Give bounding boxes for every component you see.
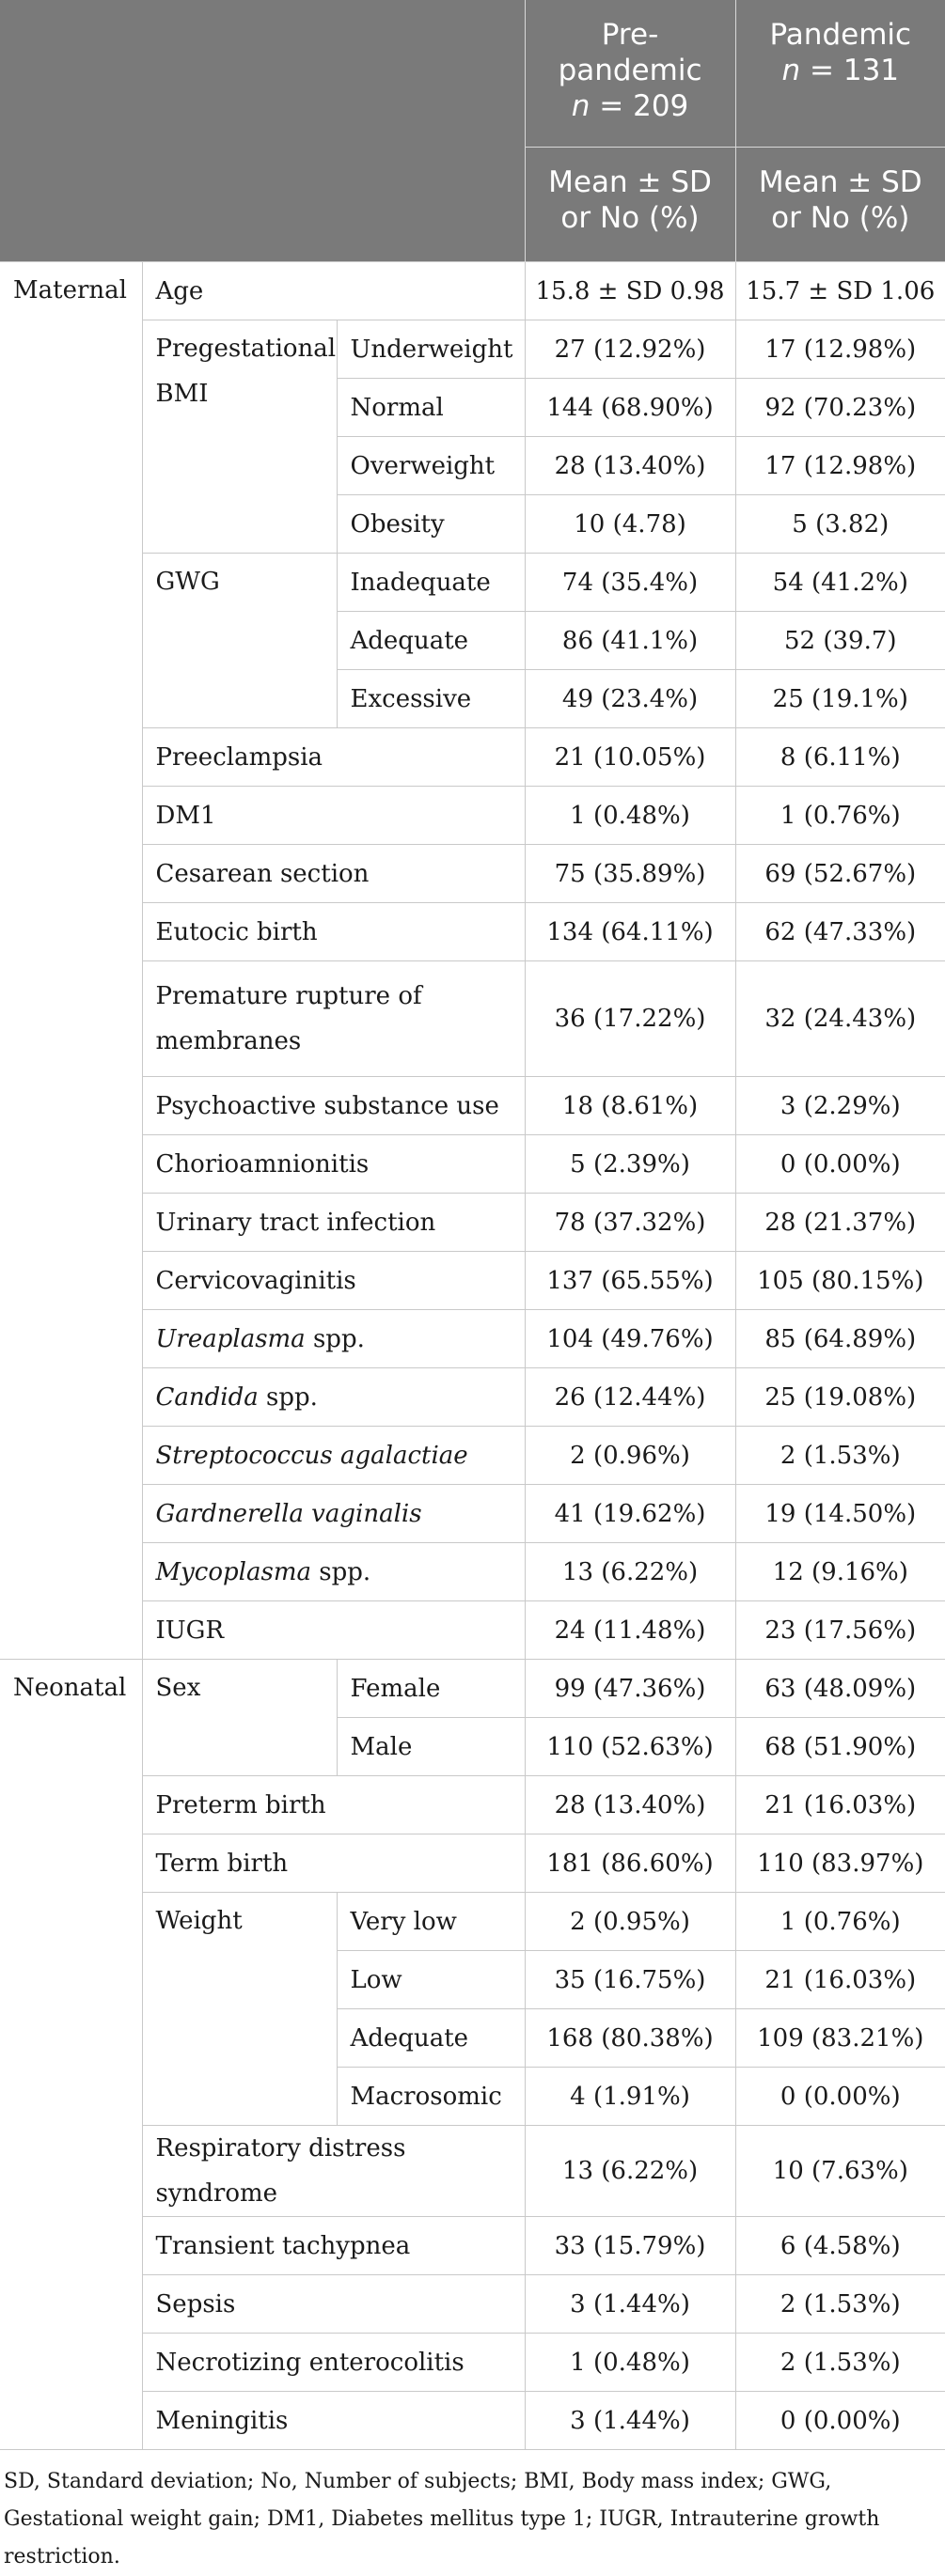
value-prepandemic: 27 (12.92%) — [525, 320, 735, 379]
value-pandemic: 63 (48.09%) — [735, 1660, 945, 1718]
value-pandemic: 62 (47.33%) — [735, 903, 945, 961]
table-row — [0, 2334, 945, 2392]
organism-suffix: spp. — [310, 1557, 371, 1586]
value-pandemic: 109 (83.21%) — [735, 2009, 945, 2068]
value-prepandemic: 35 (16.75%) — [525, 1951, 735, 2009]
table-row — [0, 1427, 945, 1485]
row-label-organism — [142, 1368, 525, 1427]
row-label: Psychoactive substance use — [142, 1077, 525, 1135]
row-label: Sepsis — [142, 2275, 525, 2334]
value-prepandemic: 86 (41.1%) — [525, 612, 735, 670]
value-prepandemic: 41 (19.62%) — [525, 1485, 735, 1543]
table-row — [0, 2392, 945, 2450]
row-label: Preterm birth — [142, 1776, 525, 1834]
row-label-sex: Sex — [142, 1660, 337, 1776]
organism-name: Streptococcus agalactiae — [155, 1441, 468, 1470]
value-pandemic: 85 (64.89%) — [735, 1310, 945, 1368]
value-pandemic: 2 (1.53%) — [735, 1427, 945, 1485]
value-prepandemic: 28 (13.40%) — [525, 1776, 735, 1834]
value-pandemic: 69 (52.67%) — [735, 845, 945, 903]
value-pandemic: 3 (2.29%) — [735, 1077, 945, 1135]
table-row — [0, 845, 945, 903]
value-prepandemic: 181 (86.60%) — [525, 1834, 735, 1893]
value-pandemic: 105 (80.15%) — [735, 1252, 945, 1310]
table-row — [0, 1660, 945, 1718]
value-prepandemic: 33 (15.79%) — [525, 2217, 735, 2275]
value-pandemic: 1 (0.76%) — [735, 787, 945, 845]
sub-label: Underweight — [337, 320, 525, 379]
row-label: Term birth — [142, 1834, 525, 1893]
row-label-organism — [142, 1427, 525, 1485]
value-prepandemic: 15.8 ± SD 0.98 — [525, 262, 735, 320]
row-label: DM1 — [142, 787, 525, 845]
row-label-organism — [142, 1543, 525, 1601]
row-label-organism — [142, 1485, 525, 1543]
organism-name: Candida — [155, 1382, 259, 1412]
group-neonatal: Neonatal — [0, 1660, 142, 2450]
value-pandemic: 110 (83.97%) — [735, 1834, 945, 1893]
row-label: Urinary tract infection — [142, 1194, 525, 1252]
value-prepandemic: 3 (1.44%) — [525, 2392, 735, 2450]
table-row — [0, 1776, 945, 1834]
table-row — [0, 1077, 945, 1135]
row-label: Chorioamnionitis — [142, 1135, 525, 1194]
value-prepandemic: 13 (6.22%) — [525, 1543, 735, 1601]
value-pandemic: 2 (1.53%) — [735, 2275, 945, 2334]
stat-label-pandemic: Mean ± SD or No (%) — [735, 148, 945, 262]
table-row — [0, 903, 945, 961]
value-prepandemic: 1 (0.48%) — [525, 2334, 735, 2392]
value-prepandemic: 3 (1.44%) — [525, 2275, 735, 2334]
value-pandemic: 21 (16.03%) — [735, 1776, 945, 1834]
sub-label: Overweight — [337, 437, 525, 495]
value-prepandemic: 137 (65.55%) — [525, 1252, 735, 1310]
pandemic-title: Pandemic — [769, 18, 912, 52]
table-row — [0, 1310, 945, 1368]
value-pandemic: 0 (0.00%) — [735, 2068, 945, 2126]
value-pandemic: 6 (4.58%) — [735, 2217, 945, 2275]
value-pandemic: 54 (41.2%) — [735, 554, 945, 612]
value-prepandemic: 24 (11.48%) — [525, 1601, 735, 1660]
table-row — [0, 961, 945, 1077]
sub-label: Obesity — [337, 495, 525, 554]
row-label-bmi: Pregestational BMI — [142, 320, 337, 554]
sub-label: Very low — [337, 1893, 525, 1951]
table-footnote: SD, Standard deviation; No, Number of subjects; BMI, Body mass index; GWG, Gestational weight gain; DM1, Diabetes mellitus type 1; IUGR, Intrauterine growth restriction. — [4, 2470, 880, 2568]
value-pandemic: 1 (0.76%) — [735, 1893, 945, 1951]
value-pandemic: 28 (21.37%) — [735, 1194, 945, 1252]
table-header — [0, 0, 945, 262]
value-prepandemic: 168 (80.38%) — [525, 2009, 735, 2068]
value-prepandemic: 18 (8.61%) — [525, 1077, 735, 1135]
value-prepandemic: 36 (17.22%) — [525, 961, 735, 1077]
value-pandemic: 23 (17.56%) — [735, 1601, 945, 1660]
value-pandemic: 17 (12.98%) — [735, 437, 945, 495]
table-row — [0, 1135, 945, 1194]
organism-name: Gardnerella vaginalis — [155, 1499, 422, 1528]
table-row — [0, 2217, 945, 2275]
sub-label: Female — [337, 1660, 525, 1718]
header-prepandemic — [525, 0, 735, 148]
value-pandemic: 21 (16.03%) — [735, 1951, 945, 2009]
table-row — [0, 1834, 945, 1893]
value-prepandemic: 10 (4.78) — [525, 495, 735, 554]
value-prepandemic: 2 (0.95%) — [525, 1893, 735, 1951]
value-prepandemic: 110 (52.63%) — [525, 1718, 735, 1776]
row-label: Meningitis — [142, 2392, 525, 2450]
value-pandemic: 52 (39.7) — [735, 612, 945, 670]
value-pandemic: 68 (51.90%) — [735, 1718, 945, 1776]
table-row — [0, 320, 945, 379]
table-row — [0, 554, 945, 612]
value-prepandemic: 1 (0.48%) — [525, 787, 735, 845]
row-label: Cervicovaginitis — [142, 1252, 525, 1310]
value-prepandemic: 2 (0.96%) — [525, 1427, 735, 1485]
value-prepandemic: 5 (2.39%) — [525, 1135, 735, 1194]
value-pandemic: 32 (24.43%) — [735, 961, 945, 1077]
sub-label: Normal — [337, 379, 525, 437]
header-pandemic — [735, 0, 945, 148]
table-row — [0, 2275, 945, 2334]
row-label: Age — [142, 262, 525, 320]
value-prepandemic: 26 (12.44%) — [525, 1368, 735, 1427]
row-label: Premature rupture of membranes — [142, 961, 525, 1077]
sub-label: Inadequate — [337, 554, 525, 612]
value-prepandemic: 134 (64.11%) — [525, 903, 735, 961]
table-row — [0, 1485, 945, 1543]
table-row — [0, 1368, 945, 1427]
value-prepandemic: 28 (13.40%) — [525, 437, 735, 495]
organism-name: Mycoplasma — [155, 1557, 311, 1586]
table-row — [0, 787, 945, 845]
row-label: Cesarean section — [142, 845, 525, 903]
row-label: Preeclampsia — [142, 728, 525, 787]
value-prepandemic: 13 (6.22%) — [525, 2126, 735, 2217]
value-pandemic: 25 (19.08%) — [735, 1368, 945, 1427]
value-prepandemic: 74 (35.4%) — [525, 554, 735, 612]
stat-label-prepandemic: Mean ± SD or No (%) — [525, 148, 735, 262]
prepandemic-n: n = 209 — [571, 89, 689, 123]
organism-name: Ureaplasma — [155, 1324, 306, 1353]
value-prepandemic: 4 (1.91%) — [525, 2068, 735, 2126]
sub-label: Low — [337, 1951, 525, 2009]
value-pandemic: 8 (6.11%) — [735, 728, 945, 787]
table-body — [0, 262, 945, 2450]
value-pandemic: 10 (7.63%) — [735, 2126, 945, 2217]
row-label: Necrotizing enterocolitis — [142, 2334, 525, 2392]
value-pandemic: 92 (70.23%) — [735, 379, 945, 437]
value-prepandemic: 104 (49.76%) — [525, 1310, 735, 1368]
row-label: IUGR — [142, 1601, 525, 1660]
table-row — [0, 1893, 945, 1951]
row-label-organism — [142, 1310, 525, 1368]
value-pandemic: 12 (9.16%) — [735, 1543, 945, 1601]
prepandemic-title: Pre-pandemic — [558, 18, 702, 87]
table-row — [0, 728, 945, 787]
value-prepandemic: 21 (10.05%) — [525, 728, 735, 787]
row-label-weight: Weight — [142, 1893, 337, 2126]
table-row — [0, 262, 945, 320]
row-label: Transient tachypnea — [142, 2217, 525, 2275]
organism-suffix: spp. — [258, 1382, 318, 1412]
value-pandemic: 5 (3.82) — [735, 495, 945, 554]
value-prepandemic: 49 (23.4%) — [525, 670, 735, 728]
sub-label: Macrosomic — [337, 2068, 525, 2126]
value-pandemic: 19 (14.50%) — [735, 1485, 945, 1543]
group-maternal: Maternal — [0, 262, 142, 1660]
row-label: Eutocic birth — [142, 903, 525, 961]
value-pandemic: 25 (19.1%) — [735, 670, 945, 728]
value-prepandemic: 144 (68.90%) — [525, 379, 735, 437]
value-pandemic: 17 (12.98%) — [735, 320, 945, 379]
row-label: Respiratory distress syndrome — [142, 2126, 525, 2217]
value-prepandemic: 75 (35.89%) — [525, 845, 735, 903]
table-row — [0, 1543, 945, 1601]
table-row — [0, 2126, 945, 2217]
value-prepandemic: 78 (37.32%) — [525, 1194, 735, 1252]
value-pandemic: 0 (0.00%) — [735, 2392, 945, 2450]
value-pandemic: 2 (1.53%) — [735, 2334, 945, 2392]
value-prepandemic: 99 (47.36%) — [525, 1660, 735, 1718]
table-row — [0, 1194, 945, 1252]
table-row — [0, 1252, 945, 1310]
pandemic-n: n = 131 — [781, 54, 900, 87]
table-row — [0, 1601, 945, 1660]
sub-label: Male — [337, 1718, 525, 1776]
value-pandemic: 15.7 ± SD 1.06 — [735, 262, 945, 320]
row-label-gwg: GWG — [142, 554, 337, 728]
sub-label: Adequate — [337, 2009, 525, 2068]
sub-label: Excessive — [337, 670, 525, 728]
value-pandemic: 0 (0.00%) — [735, 1135, 945, 1194]
sub-label: Adequate — [337, 612, 525, 670]
organism-suffix: spp. — [305, 1324, 365, 1353]
header-blank — [0, 0, 525, 262]
